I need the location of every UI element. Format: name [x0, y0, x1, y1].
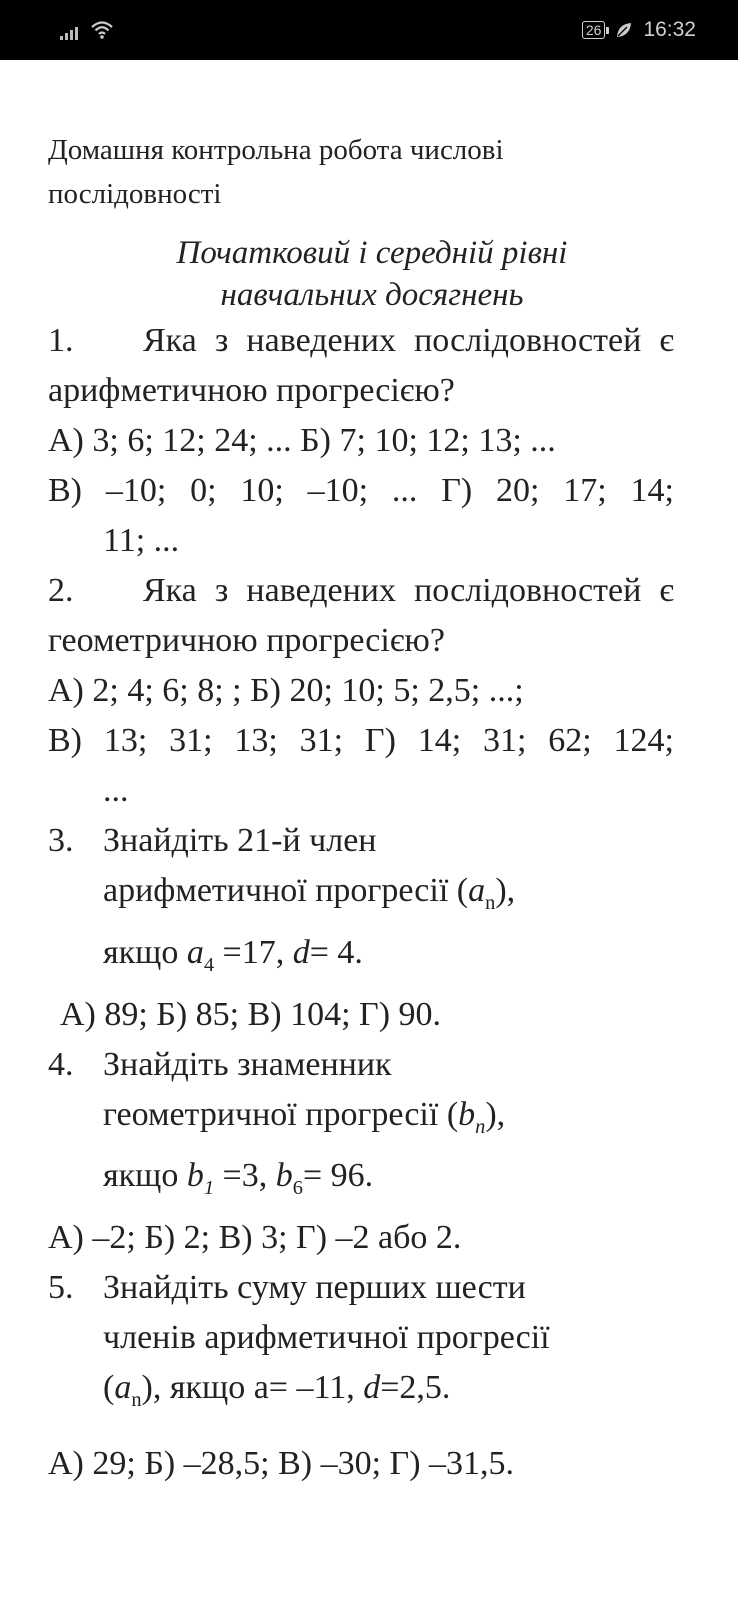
battery-icon — [582, 21, 606, 39]
document — [48, 128, 674, 1489]
document-title: Домашня контрольна робота числові послідовності — [48, 134, 504, 210]
question-1-answers-vg: В) –10; 0; 10; –10; ... Г) 20; 17; 14; — [48, 472, 674, 509]
question-3-answers: А) 89; Б) 85; В) 104; Г) 90. — [60, 995, 442, 1033]
clock: 16:32 — [643, 18, 696, 41]
question-4-line2: геометричної прогресії $(b_n)$, — [103, 1095, 506, 1138]
signal-icon — [60, 24, 82, 40]
question-2-answers-ab: А) 2; 4; 6; 8; ; Б) 20; 10; 5; 2,5; ...; — [48, 672, 524, 709]
status-bar — [0, 0, 738, 60]
question-number: 1. — [48, 322, 74, 359]
question-4-line3: якщо $b_1 =3$, $b_6= 96$. — [103, 1157, 374, 1200]
question-3-line2: арифметичної прогресії $(a_n)$, — [103, 872, 516, 914]
question-1-answers-vg-cont: 11; ... — [103, 522, 180, 559]
question-3-line1: Знайдіть 21-й член — [103, 822, 377, 859]
question-4 — [48, 1040, 674, 1214]
question-3 — [48, 816, 674, 990]
question-5 — [48, 1263, 674, 1425]
question-1-answers-ab: А) 3; 6; 12; 24; ... Б) 7; 10; 12; 13; ... — [48, 422, 556, 459]
question-number: 2. — [48, 572, 74, 609]
question-2-answers-vg-cont: ... — [103, 772, 129, 809]
wifi-icon — [91, 20, 113, 40]
question-1-text: Яка з наведених послідовностей є арифметичною прогресією? — [48, 322, 674, 409]
battery-level: 26 — [585, 22, 602, 38]
question-5-line2: членів арифметичної прогресії — [103, 1319, 550, 1357]
question-5-line1: Знайдіть суму перших шести — [103, 1269, 526, 1307]
question-5-line3: $(a_n)$, якщо а= –11, d=2,5. — [103, 1369, 451, 1411]
question-4-answers: А) –2; Б) 2; В) 3; Г) –2 або 2. — [48, 1219, 462, 1257]
question-4-line1: Знайдіть знаменник — [103, 1045, 392, 1083]
question-number: 3. — [48, 822, 74, 859]
question-5-answers: А) 29; Б) –28,5; В) –30; Г) –31,5. — [48, 1444, 515, 1482]
question-2-answers-vg: В) 13; 31; 13; 31; Г) 14; 31; 62; 124; — [48, 722, 674, 759]
level-subtitle: Початковий і середній рівні навчальних досягнень — [176, 235, 568, 313]
question-3-line3: якщо $a_4 =17$, d= 4. — [103, 933, 363, 976]
question-number: 4. — [48, 1045, 74, 1083]
question-2-text: Яка з наведених послідовностей є геометричною прогресією? — [48, 572, 674, 659]
question-number: 5. — [48, 1269, 74, 1307]
leaf-icon — [615, 21, 633, 39]
